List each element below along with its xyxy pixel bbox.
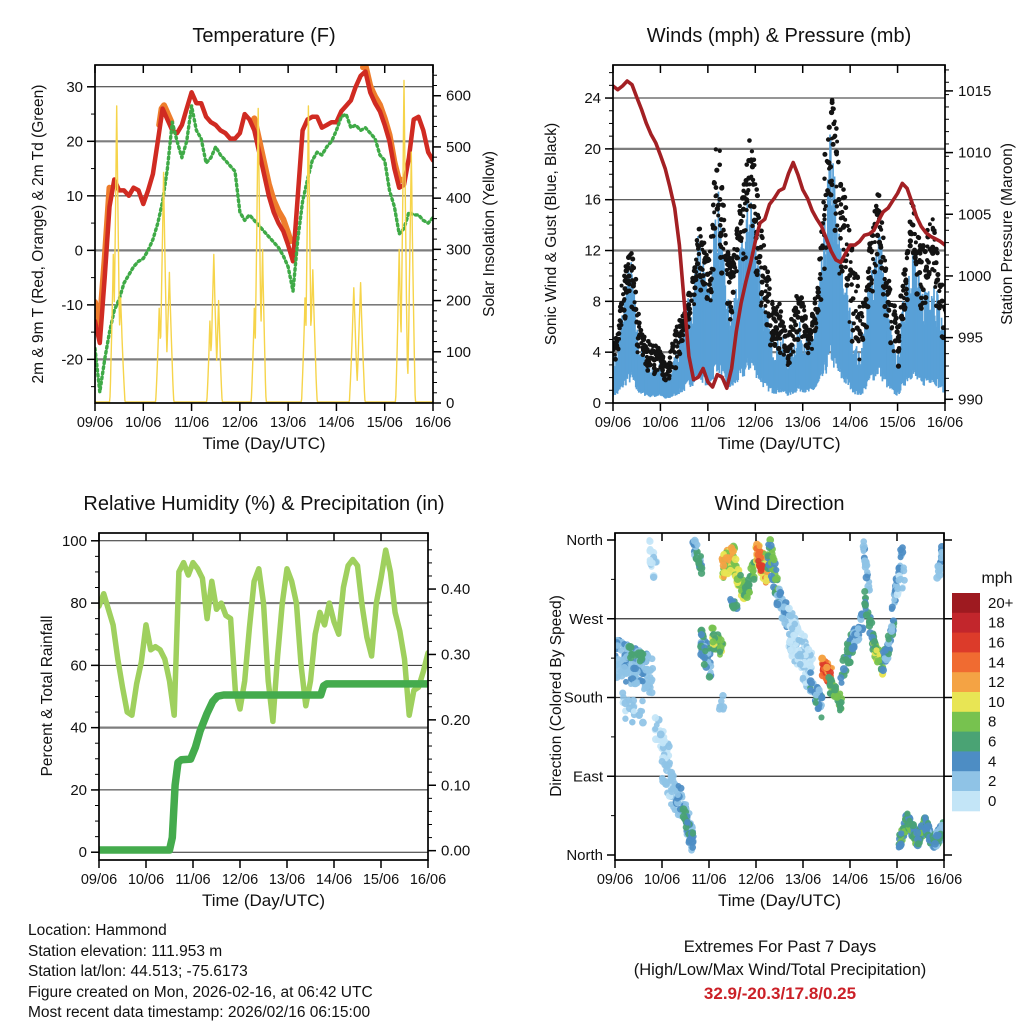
svg-text:500: 500 — [446, 138, 472, 156]
svg-text:0.20: 0.20 — [441, 711, 471, 729]
station-info — [28, 921, 373, 1024]
svg-text:11/06: 11/06 — [691, 872, 727, 888]
humidity-left-axis-title: Percent & Total Rainfall — [39, 615, 56, 777]
svg-text:24: 24 — [584, 90, 601, 108]
svg-text:10/06: 10/06 — [642, 415, 679, 431]
series-1 — [610, 81, 949, 399]
panel-1 — [584, 65, 991, 431]
svg-text:mph: mph — [981, 570, 1013, 587]
panel-temperature-title: Temperature (F) — [192, 25, 336, 47]
panel-2 — [62, 533, 470, 888]
svg-text:8: 8 — [592, 293, 601, 311]
wind-left-axis-title: Sonic Wind & Gust (Blue, Black) — [543, 122, 560, 346]
svg-text:16: 16 — [988, 634, 1005, 652]
svg-text:18: 18 — [988, 614, 1005, 632]
svg-text:11/06: 11/06 — [690, 415, 726, 431]
svg-text:40: 40 — [70, 719, 87, 737]
svg-text:0: 0 — [78, 844, 87, 862]
svg-text:09/06: 09/06 — [80, 872, 118, 888]
svg-text:16/06: 16/06 — [925, 872, 963, 888]
extremes-block — [598, 936, 962, 1005]
svg-text:0: 0 — [592, 395, 601, 412]
svg-text:12/06: 12/06 — [221, 872, 259, 888]
svg-text:16/06: 16/06 — [409, 872, 447, 888]
svg-text:East: East — [572, 768, 603, 786]
temperature-left-axis-title: 2m & 9m T (Red, Orange) & 2m Td (Green) — [30, 84, 47, 384]
svg-text:West: West — [569, 610, 603, 628]
svg-text:14/06: 14/06 — [315, 872, 353, 888]
direction-left-axis-title: Direction (Colored By Speed) — [548, 595, 565, 797]
svg-text:0.10: 0.10 — [441, 777, 471, 795]
svg-text:16/06: 16/06 — [926, 415, 964, 431]
svg-text:4: 4 — [988, 753, 997, 771]
svg-text:1015: 1015 — [958, 82, 992, 100]
svg-text:13/06: 13/06 — [784, 415, 821, 431]
series-2 — [99, 550, 428, 850]
station-elevation: Station elevation: 111.953 m — [28, 942, 223, 960]
humidity-x-axis-title: Time (Day/UTC) — [201, 891, 326, 910]
svg-text:30: 30 — [66, 78, 83, 96]
svg-text:20: 20 — [66, 133, 83, 151]
svg-text:South: South — [563, 689, 603, 707]
svg-text:12: 12 — [584, 242, 601, 260]
station-location: Location: Hammond — [28, 922, 167, 939]
insolation-right-axis-title: Solar Insolation (Yellow) — [481, 151, 498, 317]
svg-text:2: 2 — [988, 773, 997, 791]
svg-text:20+: 20+ — [988, 594, 1014, 612]
extremes-values: 32.9/-20.3/17.8/0.25 — [703, 984, 857, 1003]
svg-text:100: 100 — [61, 532, 87, 550]
winds-x-axis-title: Time (Day/UTC) — [717, 434, 841, 453]
svg-text:10/06: 10/06 — [125, 415, 162, 431]
series-0 — [95, 65, 433, 402]
svg-text:13/06: 13/06 — [784, 872, 822, 888]
svg-text:1005: 1005 — [958, 206, 992, 224]
svg-text:14/06: 14/06 — [831, 872, 869, 888]
svg-text:11/06: 11/06 — [173, 415, 210, 431]
svg-text:10/06: 10/06 — [643, 872, 681, 888]
svg-text:1000: 1000 — [958, 267, 992, 285]
figure-created: Figure created on Mon, 2026-02-16, at 06:42 UTC — [28, 983, 373, 1001]
svg-text:60: 60 — [70, 657, 87, 675]
svg-text:14: 14 — [988, 654, 1005, 672]
svg-text:10/06: 10/06 — [127, 872, 165, 888]
svg-text:20: 20 — [70, 781, 87, 799]
svg-text:09/06: 09/06 — [594, 415, 632, 431]
svg-text:400: 400 — [446, 190, 472, 208]
svg-text:0.30: 0.30 — [441, 646, 471, 664]
data-timestamp: Most recent data timestamp: 2026/02/16 06:15:00 — [28, 1004, 371, 1022]
series-3 — [612, 536, 948, 853]
svg-text:14/06: 14/06 — [318, 415, 355, 431]
svg-text:1010: 1010 — [958, 144, 992, 162]
svg-text:6: 6 — [988, 733, 997, 751]
svg-text:15/06: 15/06 — [878, 872, 916, 888]
svg-text:09/06: 09/06 — [596, 872, 634, 888]
svg-text:North: North — [566, 532, 603, 549]
speed-colorbar — [952, 570, 1014, 811]
svg-text:12/06: 12/06 — [737, 415, 774, 431]
svg-text:10: 10 — [66, 187, 83, 205]
panel-3 — [564, 532, 962, 888]
svg-text:10: 10 — [988, 693, 1005, 711]
svg-text:13/06: 13/06 — [268, 872, 306, 888]
svg-text:-10: -10 — [61, 296, 83, 314]
svg-text:0.40: 0.40 — [441, 581, 471, 599]
extremes-subtitle: (High/Low/Max Wind/Total Precipitation) — [633, 961, 927, 979]
svg-text:0: 0 — [446, 395, 455, 412]
pressure-right-axis-title: Station Pressure (Maroon) — [999, 143, 1016, 325]
svg-text:12/06: 12/06 — [221, 415, 259, 431]
svg-text:20: 20 — [584, 140, 601, 158]
svg-text:16/06: 16/06 — [414, 415, 452, 431]
wind-direction-x-axis-title: Time (Day/UTC) — [717, 891, 842, 910]
svg-text:0: 0 — [74, 242, 83, 260]
svg-text:200: 200 — [446, 292, 472, 310]
svg-text:North: North — [566, 847, 603, 864]
svg-text:15/06: 15/06 — [362, 872, 400, 888]
svg-text:990: 990 — [958, 391, 984, 409]
svg-text:12: 12 — [988, 674, 1005, 692]
svg-text:995: 995 — [958, 329, 984, 347]
panel-humidity-title: Relative Humidity (%) & Precipitation (in) — [83, 493, 445, 515]
svg-text:0.00: 0.00 — [441, 842, 471, 860]
svg-text:80: 80 — [70, 595, 87, 613]
svg-text:14/06: 14/06 — [831, 415, 869, 431]
svg-text:4: 4 — [592, 344, 601, 362]
svg-text:09/06: 09/06 — [76, 415, 114, 431]
svg-text:0: 0 — [988, 792, 997, 810]
panel-wind-direction-title: Wind Direction — [714, 493, 845, 515]
svg-text:12/06: 12/06 — [737, 872, 775, 888]
svg-text:100: 100 — [446, 343, 472, 361]
svg-text:8: 8 — [988, 713, 997, 731]
panel-winds-title: Winds (mph) & Pressure (mb) — [646, 25, 912, 47]
svg-text:13/06: 13/06 — [269, 415, 307, 431]
extremes-title: Extremes For Past 7 Days — [683, 938, 877, 956]
svg-text:15/06: 15/06 — [879, 415, 916, 431]
station-latlon: Station lat/lon: 44.513; -75.6173 — [28, 963, 248, 981]
svg-text:11/06: 11/06 — [175, 872, 211, 888]
svg-text:-20: -20 — [61, 351, 83, 369]
temperature-x-axis-title: Time (Day/UTC) — [202, 434, 326, 453]
svg-text:15/06: 15/06 — [366, 415, 403, 431]
svg-text:300: 300 — [446, 241, 472, 259]
svg-text:16: 16 — [584, 191, 601, 209]
panel-0 — [61, 65, 471, 431]
svg-text:600: 600 — [446, 87, 472, 105]
